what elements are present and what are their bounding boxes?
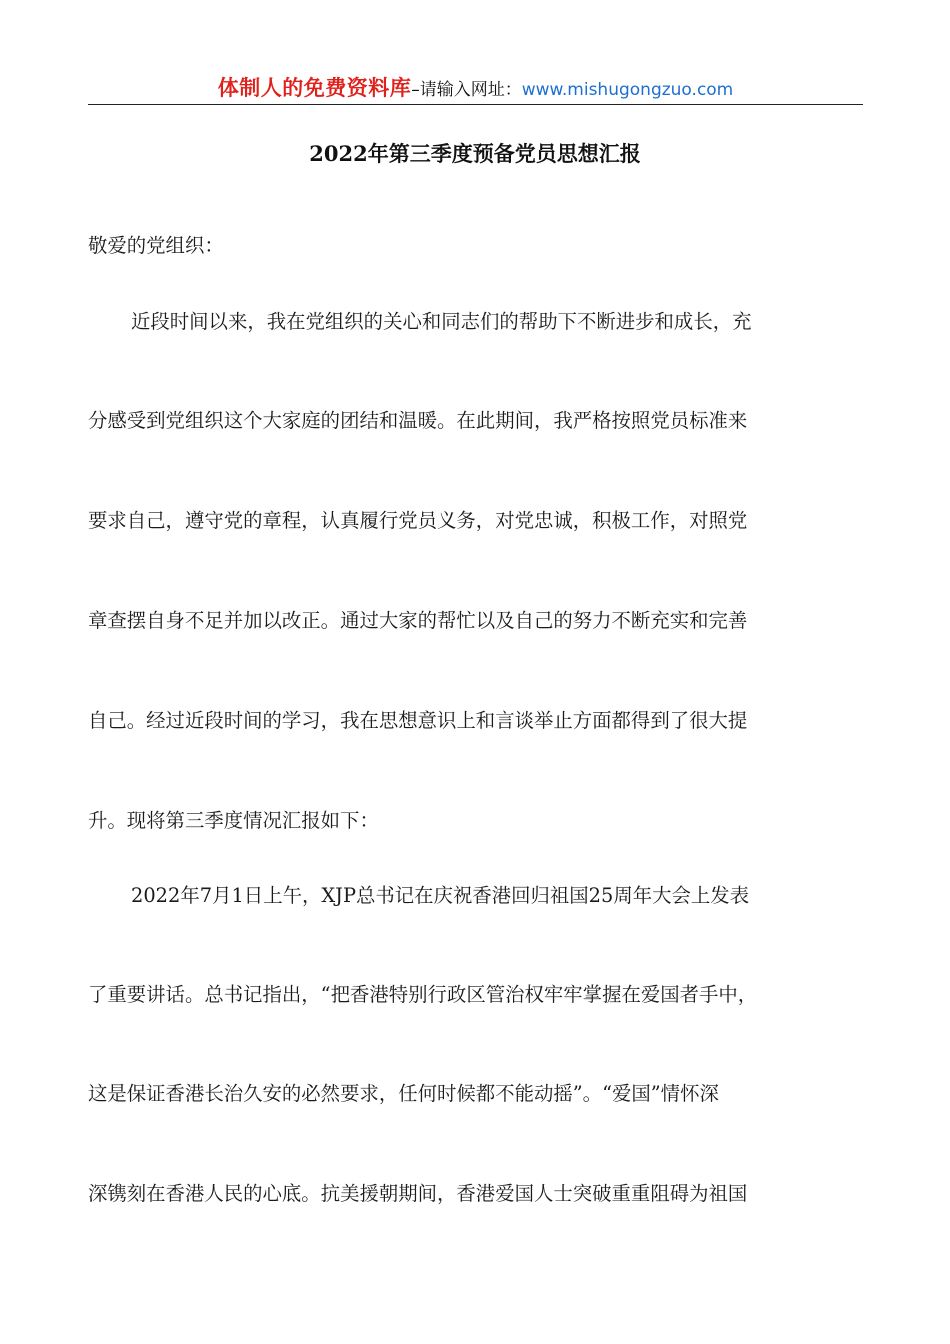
body-line: 2022年7月1日上午，XJP总书记在庆祝香港回归祖国25周年大会上发表 <box>131 884 750 907</box>
body-line: 分感受到党组织这个大家庭的团结和温暖。在此期间，我严格按照党员标准来 <box>88 409 748 432</box>
salutation: 敬爱的党组织： <box>88 234 224 257</box>
body-line: 了重要讲话。总书记指出，“把香港特别行政区管治权牢牢掌握在爱国者手中， <box>88 983 758 1006</box>
body-line: 近段时间以来，我在党组织的关心和同志们的帮助下不断进步和成长，充 <box>131 310 752 333</box>
body-line: 深镌刻在香港人民的心底。抗美援朝期间，香港爱国人士突破重重阻碍为祖国 <box>88 1182 748 1205</box>
body-line: 章查摆自身不足并加以改正。通过大家的帮忙以及自己的努力不断充实和完善 <box>88 609 748 632</box>
site-brand: 体制人的免费资料库 <box>217 76 412 100</box>
body-line: 升。现将第三季度情况汇报如下： <box>88 809 379 832</box>
document-title: 2022年第三季度预备党员思想汇报 <box>309 141 641 166</box>
site-header <box>88 72 863 105</box>
body-line: 要求自己，遵守党的章程，认真履行党员义务，对党忠诚，积极工作，对照党 <box>88 509 748 532</box>
site-url-link[interactable]: www.mishugongzuo.com <box>521 80 734 100</box>
body-line: 这是保证香港长治久安的必然要求，任何时候都不能动摇”。“爱国”情怀深 <box>88 1082 719 1105</box>
body-line: 自己。经过近段时间的学习，我在思想意识上和言谈举止方面都得到了很大提 <box>88 709 748 732</box>
url-hint: –请输入网址： <box>411 80 522 100</box>
